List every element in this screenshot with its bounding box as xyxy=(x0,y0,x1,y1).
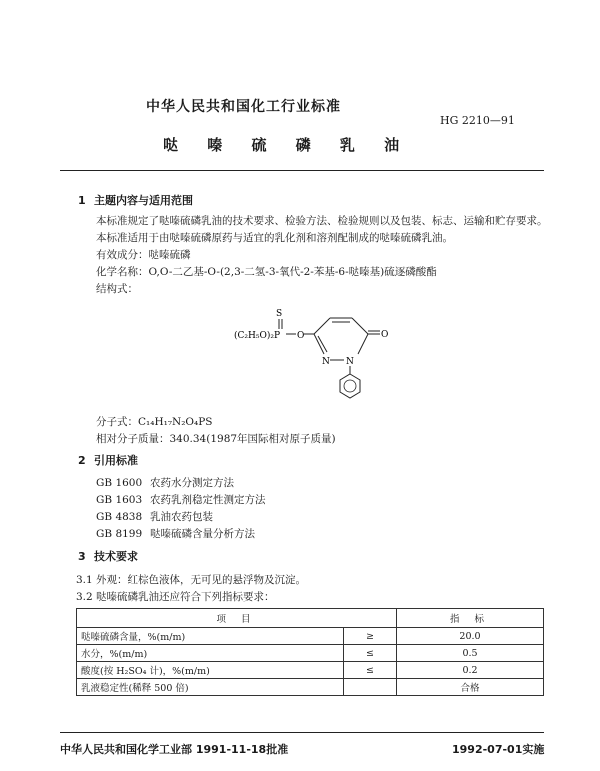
requirements-table xyxy=(76,608,544,696)
section-2-heading xyxy=(78,452,138,468)
ring-bond-4 xyxy=(358,334,368,354)
section-1-number: 1 xyxy=(78,194,86,207)
standard-type: 中华人民共和国化工行业标准 xyxy=(146,99,341,115)
ring-bond-1 xyxy=(314,318,330,334)
document-title: 哒 嗪 硫 磷 乳 油 xyxy=(163,136,412,154)
ref-code: GB 8199 xyxy=(96,528,143,540)
ref-title: 哒嗪硫磷含量分析方法 xyxy=(150,528,255,540)
section-2-number: 2 xyxy=(78,454,86,467)
section-3-title: 技术要求 xyxy=(94,550,138,563)
structure-label: 结构式： xyxy=(96,283,138,295)
table-cell-item: 乳液稳定性(稀释 500 倍) xyxy=(77,679,344,696)
table-cell-op xyxy=(344,679,397,696)
ref-code: GB 1603 xyxy=(96,494,143,506)
table-row xyxy=(77,628,544,645)
atom-o-link: O xyxy=(297,331,305,341)
footer-rule xyxy=(60,732,544,733)
molecular-formula: 分子式：C₁₄H₁₇N₂O₄PS xyxy=(96,416,213,428)
ref-code: GB 4838 xyxy=(96,511,143,523)
section-1-heading xyxy=(78,192,193,208)
atom-o-keto: O xyxy=(381,330,389,340)
phenyl-aromatic xyxy=(344,380,356,392)
ref-code: GB 1600 xyxy=(96,477,143,489)
table-cell-item: 酸度(按 H₂SO₄ 计)，%(m/m) xyxy=(77,662,344,679)
header-rule xyxy=(60,170,544,171)
effective-date: 1992-07-01实施 xyxy=(452,743,545,756)
atom-n2: N xyxy=(346,357,354,367)
table-cell-op: ≤ xyxy=(344,662,397,679)
table-cell-value: 0.5 xyxy=(397,645,544,662)
table-cell-item: 哒嗪硫磷含量，%(m/m) xyxy=(77,628,344,645)
ref-title: 农药水分测定方法 xyxy=(150,477,234,489)
structural-formula xyxy=(230,304,410,404)
section-1-title: 主题内容与适用范围 xyxy=(94,194,193,207)
ring-bond-3 xyxy=(352,318,368,334)
table-header-row xyxy=(77,609,544,628)
ref-item xyxy=(96,492,266,507)
atom-n1: N xyxy=(322,357,330,367)
chemical-name: 化学名称：O,O-二乙基-O-(2,3-二氢-3-氧代-2-苯基-6-哒嗪基)硫逐磷酸酯 xyxy=(96,266,437,278)
group-diethoxy-p: (C₂H₅O)₂P xyxy=(234,331,281,341)
table-cell-value: 合格 xyxy=(397,679,544,696)
table-row xyxy=(77,662,544,679)
ref-title: 农药乳剂稳定性测定方法 xyxy=(150,494,266,506)
table-row xyxy=(77,645,544,662)
clause-3-1: 3.1 外观：红棕色液体，无可见的悬浮物及沉淀。 xyxy=(76,574,307,586)
section-2-title: 引用标准 xyxy=(94,454,138,467)
standard-code: HG 2210—91 xyxy=(440,114,515,127)
ref-item xyxy=(96,526,255,541)
table-header-value: 指 标 xyxy=(397,609,544,628)
table-cell-value: 0.2 xyxy=(397,662,544,679)
phenyl-ring xyxy=(340,374,360,398)
section-1-para-1: 本标准规定了哒嗪硫磷乳油的技术要求、检验方法、检验规则以及包装、标志、运输和贮存要求。 xyxy=(96,215,548,227)
clause-3-2: 3.2 哒嗪硫磷乳油还应符合下列指标要求： xyxy=(76,591,275,603)
approval-line: 中华人民共和国化学工业部 1991-11-18批准 xyxy=(60,743,289,756)
active-ingredient: 有效成分：哒嗪硫磷 xyxy=(96,249,191,261)
ref-title: 乳油农药包装 xyxy=(150,511,213,523)
table-cell-op: ≥ xyxy=(344,628,397,645)
molecular-mass: 相对分子质量：340.34(1987年国际相对原子质量) xyxy=(96,433,336,445)
atom-s: S xyxy=(276,309,283,319)
table-header-item: 项 目 xyxy=(77,609,397,628)
ref-item xyxy=(96,509,213,524)
table-cell-value: 20.0 xyxy=(397,628,544,645)
ref-item xyxy=(96,475,234,490)
table-cell-item: 水分，%(m/m) xyxy=(77,645,344,662)
section-3-number: 3 xyxy=(78,550,86,563)
section-3-heading xyxy=(78,548,138,564)
table-row xyxy=(77,679,544,696)
table-cell-op: ≤ xyxy=(344,645,397,662)
section-1-para-2: 本标准适用于由哒嗪硫磷原药与适宜的乳化剂和溶剂配制成的哒嗪硫磷乳油。 xyxy=(96,232,453,244)
